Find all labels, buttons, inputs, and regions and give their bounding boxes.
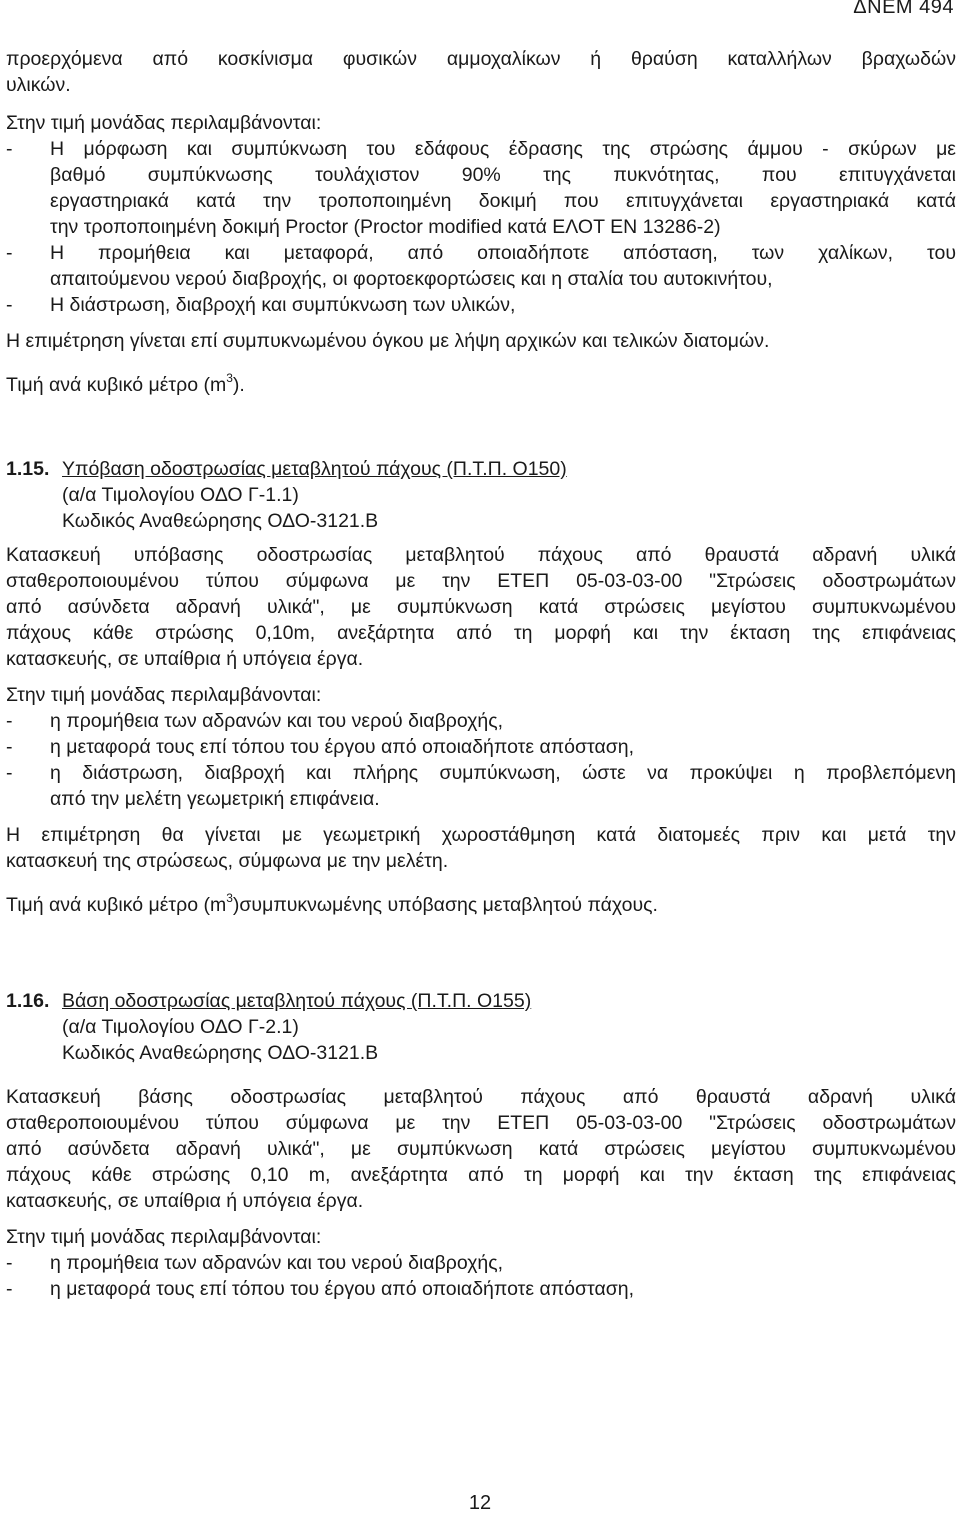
list-item: - η διάστρωση, διαβροχή και πλήρης συμπύκνωση, ώστε να προκύψει η προβλεπόμενη από την μελέτη γεωμετρική επιφάνεια. — [6, 762, 956, 810]
list-item: - η προμήθεια των αδρανών και του νερού διαβροχής, — [6, 710, 504, 732]
section-code: Κωδικός Αναθεώρησης ΟΔΟ-3121.Β — [62, 1042, 379, 1064]
section-code: Κωδικός Αναθεώρησης ΟΔΟ-3121.Β — [62, 510, 379, 532]
section-description: Κατασκευή βάσης οδοστρωσίας μεταβλητού πάχους από θραυστά αδρανή υλικά σταθεροποιουμένου τύπου σύμφωνα με την ΕΤΕΠ 05-03-03-00 "Στρώσεις οδοστρωμάτων από ασύνδετα αδρανή υλικά", με συμπύκνωση κατά στρώσεις μεγίστου συμπυκνωμένου πάχους κάθε στρώσης 0,10 m, ανεξάρτητα από τη μορφή και την έκταση της επιφάνειας κατασκευής, σε υπαίθρια ή υπόγεια έργα. — [6, 1086, 956, 1212]
list-item-line: εργαστηριακά κατά την τροποποιημένη δοκιμή που επιτυγχάνεται εργαστηριακά κατά — [50, 190, 956, 212]
intro-line: υλικών. — [6, 74, 71, 96]
list-item: - η προμήθεια των αδρανών και του νερού διαβροχής, — [6, 1252, 504, 1274]
list-item: - Η μόρφωση και συμπύκνωση του εδάφους έδρασης της στρώσης άμμου - σκύρων με βαθμό συμπύκνωσης τουλάχιστον 90% της πυκνότητας, που επιτυγχάνεται εργαστηριακά κατά την τροποποιημένη δοκιμή που επιτυγχάνεται εργαστηριακά κατά την τροποποιημένη δοκιμή Proctor (Proctor modified κατά ΕΛΟΤ ΕΝ 13286-2) — [6, 138, 956, 238]
list-item-line: Η μόρφωση και συμπύκνωση του εδάφους έδρασης της στρώσης άμμου - σκύρων με — [50, 138, 956, 160]
document-body — [6, 46, 956, 1302]
page-number: 12 — [468, 1492, 492, 1514]
section-description: Κατασκευή υπόβασης οδοστρωσίας μεταβλητού πάχους από θραυστά αδρανή υλικά σταθεροποιουμένου τύπου σύμφωνα με την ΕΤΕΠ 05-03-03-00 "Στρώσεις οδοστρωμάτων από ασύνδετα αδρανή υλικά", με συμπύκνωση κατά στρώσεις μεγίστου συμπυκνωμένου πάχους κάθε στρώσης 0,10m, ανεξάρτητα από τη μορφή και την έκταση της επιφάνειας κατασκευής, σε υπαίθρια ή υπόγεια έργα. — [6, 544, 956, 670]
price-unit: Τιμή ανά κυβικό μέτρο $(m^3)\sigma\upsilon\mu\pi\upsilon\kappa\nu\omega\mu έ\nu\eta\varsigma$ υπόβασης μεταβλητού πάχους. — [6, 890, 658, 916]
list-item: - Η προμήθεια και μεταφορά, από οποιαδήποτε απόσταση, των χαλίκων, του απαιτούμενου νερού διαβροχής, οι φορτοεκφορτώσεις και η σταλία του αυτοκινήτου, — [6, 242, 956, 290]
includes-label: Στην τιμή μονάδας περιλαμβάνονται: — [6, 684, 322, 706]
list-item-line: βαθμό συμπύκνωσης τουλάχιστον 90% της πυκνότητας, που επιτυγχάνεται — [50, 164, 956, 186]
section-title: Υπόβαση οδοστρωσίας μεταβλητού πάχους (Π.Τ.Π. Ο150) — [62, 458, 567, 480]
section-ref: (α/α Τιμολογίου ΟΔΟ Γ-2.1) — [62, 1016, 299, 1038]
measurement-text: Η επιμέτρηση γίνεται επί συμπυκνωμένου όγκου με λήψη αρχικών και τελικών διατομών. — [6, 330, 770, 352]
list-item: - η μεταφορά τους επί τόπου του έργου από οποιαδήποτε απόσταση, — [6, 736, 635, 758]
section-number: 1.16. — [6, 990, 50, 1012]
list-item: - η μεταφορά τους επί τόπου του έργου από οποιαδήποτε απόσταση, — [6, 1278, 635, 1300]
section-heading — [6, 988, 956, 1066]
section-number: 1.15. — [6, 458, 50, 480]
list-item: - Η διάστρωση, διαβροχή και συμπύκνωση των υλικών, — [6, 292, 956, 318]
section-title: Βάση οδοστρωσίας μεταβλητού πάχους (Π.Τ.Π. Ο155) — [62, 990, 532, 1012]
intro-line: προερχόμενα από κοσκίνισμα φυσικών αμμοχαλίκων ή θραύση καταλλήλων βραχωδών — [6, 48, 956, 70]
list-item-line: την τροποποιημένη δοκιμή Proctor (Proctor modified κατά ΕΛΟΤ ΕΝ 13286-2) — [50, 216, 721, 238]
section-ref: (α/α Τιμολογίου ΟΔΟ Γ-1.1) — [62, 484, 299, 506]
includes-label: Στην τιμή μονάδας περιλαμβάνονται: — [6, 112, 322, 134]
list-item-line: απαιτούμενου νερού διαβροχής, οι φορτοεκφορτώσεις και η σταλία του αυτοκινήτου, — [50, 268, 773, 290]
includes-label: Στην τιμή μονάδας περιλαμβάνονται: — [6, 1226, 322, 1248]
price-unit: Τιμή ανά κυβικό μέτρο $(m^3)$. — [6, 370, 245, 396]
section-heading — [6, 456, 956, 534]
list-item-line: Η προμήθεια και μεταφορά, από οποιαδήποτε απόσταση, των χαλίκων, του — [50, 242, 956, 264]
list-item-line: Η διάστρωση, διαβροχή και συμπύκνωση των υλικών, — [50, 294, 516, 316]
document-reference: ΔΝΕΜ 494 — [853, 0, 954, 18]
measurement-text: Η επιμέτρηση θα γίνεται με γεωμετρική χωροστάθμηση κατά διατομεές πριν και μετά την κατασκευή της στρώσεως, σύμφωνα με την μελέτη. — [6, 824, 956, 872]
